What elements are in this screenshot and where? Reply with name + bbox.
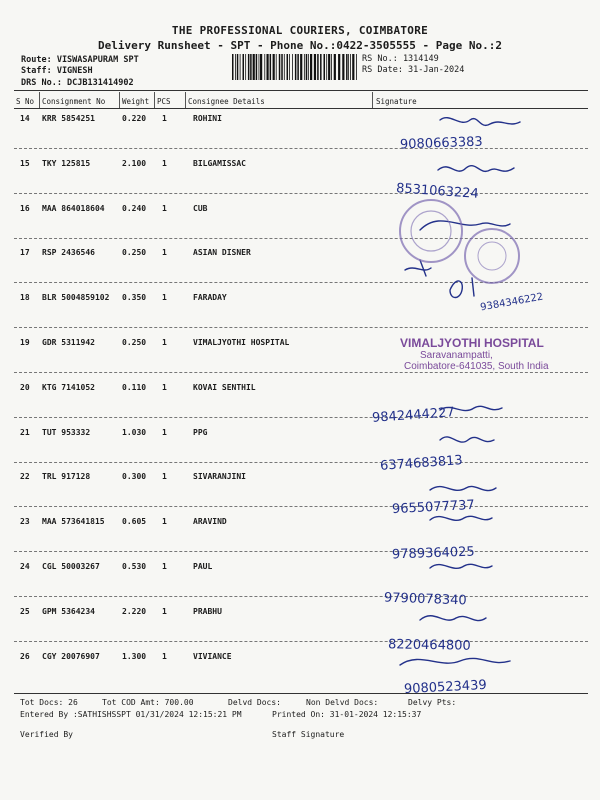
cell-consignment: MAA 864018604 xyxy=(42,203,105,213)
barcode-bar xyxy=(287,54,289,80)
cell-consignee: ARAVIND xyxy=(193,517,227,527)
cell-consignment: TKY 125815 xyxy=(42,158,91,168)
barcode-bar xyxy=(310,54,312,80)
signature-phone: 9384346222 xyxy=(479,291,545,314)
signature-phone: 9842444227 xyxy=(371,405,456,426)
cell-pcs: 1 xyxy=(162,114,167,123)
signature-phone: 6374683813 xyxy=(379,453,464,474)
title: THE PROFESSIONAL COURIERS, COIMBATORE xyxy=(171,24,429,37)
signature-phone: 9080663383 xyxy=(399,134,483,153)
cell-sno: 25 xyxy=(20,606,30,616)
non-delvd-docs: Non Delvd Docs: xyxy=(306,698,379,707)
barcode-bar xyxy=(342,54,344,80)
barcode-bar xyxy=(295,54,297,80)
cell-sno: 20 xyxy=(20,382,30,392)
cell-weight: 0.530 xyxy=(122,562,147,571)
col-divider xyxy=(119,92,120,108)
barcode-bar xyxy=(352,54,354,80)
cell-weight: 1.300 xyxy=(122,651,147,661)
barcode-bar xyxy=(350,54,351,80)
delvd-docs: Delvd Docs: xyxy=(228,698,281,707)
signature-row-23 xyxy=(391,496,476,518)
stamp-hospital-name: VIMALJYOTHI HOSPITAL xyxy=(400,336,544,350)
barcode-bar xyxy=(334,54,336,80)
cell-pcs: 1 xyxy=(162,158,167,168)
signature-phone: 9790078340 xyxy=(383,590,467,609)
delvy-pts: Delvy Pts: xyxy=(408,698,457,707)
cell-pcs: 1 xyxy=(162,293,167,303)
hospital-stamp xyxy=(400,336,549,372)
cell-pcs: 1 xyxy=(162,651,167,661)
cell-consignment: MAA 573641815 xyxy=(42,517,105,527)
cell-consignee: PAUL xyxy=(193,562,213,571)
col-pcs: PCS xyxy=(157,97,171,106)
signature-phone: 9655077737 xyxy=(391,497,476,518)
signature-phone: 8220464800 xyxy=(387,637,471,654)
barcode-bar xyxy=(276,54,277,80)
barcode-bar xyxy=(279,54,281,80)
cell-consignment: GPM 5364234 xyxy=(42,606,95,616)
verified-by: Verified By xyxy=(20,730,73,739)
barcode-bar xyxy=(256,54,258,80)
col-consignee: Consignee Details xyxy=(188,97,265,106)
cell-consignment: BLR 5004859102 xyxy=(42,293,110,303)
barcode-bar xyxy=(317,54,319,80)
cell-weight: 0.605 xyxy=(122,517,147,527)
barcode-bar xyxy=(243,54,245,80)
barcode-bar xyxy=(264,54,265,80)
cell-consignee: KOVAI SENTHIL xyxy=(193,382,256,392)
col-consignment: Consignment No xyxy=(42,97,106,106)
barcode-bar xyxy=(253,54,255,80)
cell-sno: 17 xyxy=(20,248,30,258)
cell-pcs: 1 xyxy=(162,248,167,258)
cell-consignee: SIVARANJINI xyxy=(193,472,246,482)
barcode-bar xyxy=(320,54,322,80)
tot-docs: Tot Docs: 26 xyxy=(20,698,78,707)
signature-row-24 xyxy=(392,542,475,561)
col-divider xyxy=(185,92,186,108)
cell-sno: 14 xyxy=(20,114,30,123)
cell-pcs: 1 xyxy=(162,606,167,616)
cell-weight: 0.250 xyxy=(122,248,147,258)
stamp-address-line: Coimbatore-641035, South India xyxy=(404,361,549,372)
cell-consignment: CGY 20076907 xyxy=(42,651,100,661)
barcode-bar xyxy=(237,54,239,80)
barcode-bar xyxy=(314,54,316,80)
cell-sno: 21 xyxy=(20,427,30,437)
cell-sno: 18 xyxy=(20,293,30,303)
cell-pcs: 1 xyxy=(162,517,167,527)
col-weight: Weight xyxy=(122,97,150,106)
cell-consignee: VIMALJYOTHI HOSPITAL xyxy=(193,338,290,347)
barcode-bar xyxy=(300,54,302,80)
cell-weight: 0.250 xyxy=(122,338,147,347)
barcode-bar xyxy=(292,54,293,80)
signature-phone: 8531063224 xyxy=(395,181,480,202)
signature-phone: 9080523439 xyxy=(403,677,488,698)
cell-consignment: KRR 5854251 xyxy=(42,114,95,123)
signature-row-21 xyxy=(371,404,456,426)
cell-consignee: VIVIANCE xyxy=(193,651,232,661)
cell-weight: 0.220 xyxy=(122,114,147,123)
cell-consignment: GDR 5311942 xyxy=(42,338,95,347)
signature-row-26 xyxy=(388,634,471,653)
cell-consignee: ROHINI xyxy=(193,114,222,123)
cell-weight: 0.350 xyxy=(122,293,147,303)
cell-consignee: ASIAN DISNER xyxy=(193,248,251,258)
barcode-bar xyxy=(304,54,305,80)
barcode-bar xyxy=(260,54,262,80)
drs-label: DRS No.: DCJB131414902 xyxy=(21,78,134,88)
barcode-bar xyxy=(338,54,340,80)
cell-weight: 0.300 xyxy=(122,472,147,482)
round-seal-icon xyxy=(462,226,522,286)
cell-sno: 16 xyxy=(20,203,30,213)
barcode-bar xyxy=(235,54,236,80)
stamp-address-line: Saravanampatti, xyxy=(420,350,493,361)
cell-consignment: KTG 7141052 xyxy=(42,382,95,392)
cell-consignee: FARADAY xyxy=(193,293,227,303)
barcode-bar xyxy=(306,54,308,80)
cell-sno: 15 xyxy=(20,158,30,168)
cell-pcs: 1 xyxy=(162,427,167,437)
barcode-bar xyxy=(348,54,349,80)
signature-row-22 xyxy=(379,452,464,474)
cell-weight: 0.240 xyxy=(122,203,147,213)
tot-cod-amt: Tot COD Amt: 700.00 xyxy=(102,698,194,707)
cell-weight: 2.100 xyxy=(122,158,147,168)
barcode-bar xyxy=(289,54,290,80)
barcode-bar xyxy=(346,54,348,80)
barcode-bar xyxy=(248,54,250,80)
barcode-bar xyxy=(324,54,326,80)
cell-sno: 23 xyxy=(20,517,30,527)
barcode-bar xyxy=(266,54,268,80)
barcode-bar xyxy=(245,54,246,80)
cell-consignment: TUT 953332 xyxy=(42,427,91,437)
cell-sno: 19 xyxy=(20,338,30,347)
barcode-bar xyxy=(232,54,234,80)
cell-sno: 22 xyxy=(20,472,30,482)
round-seal-icon xyxy=(396,196,466,266)
cell-consignee: CUB xyxy=(193,203,208,213)
col-divider xyxy=(372,92,373,108)
cell-consignee: PRABHU xyxy=(193,606,222,616)
route-label: Route: VISWASAPURAM SPT xyxy=(21,55,139,65)
cell-pcs: 1 xyxy=(162,382,167,392)
barcode-bar xyxy=(308,54,309,80)
cell-pcs: 1 xyxy=(162,203,167,213)
printed-on: Printed On: 31-01-2024 12:15:37 xyxy=(272,710,422,719)
staff-signature: Staff Signature xyxy=(272,730,345,739)
col-divider xyxy=(39,92,40,108)
rs-no-label: RS No.: 1314149 xyxy=(362,54,439,64)
cell-weight: 0.110 xyxy=(122,382,147,392)
entered-by: Entered By :SATHISHSSPT 01/31/2024 12:15:21 PM xyxy=(20,710,242,719)
col-divider xyxy=(154,92,155,108)
cell-consignment: RSP 2436546 xyxy=(42,248,95,258)
cell-consignee: PPG xyxy=(193,427,208,437)
rs-date-label: RS Date: 31-Jan-2024 xyxy=(362,65,465,75)
barcode-bar xyxy=(259,54,260,80)
header-top-rule xyxy=(14,90,588,91)
cell-weight: 2.220 xyxy=(122,606,147,616)
staff-label: Staff: VIGNESH xyxy=(21,66,93,76)
col-signature: Signature xyxy=(376,97,417,106)
cell-consignment: CGL 50003267 xyxy=(42,562,100,571)
header-bottom-rule xyxy=(14,108,588,109)
signature-row-25 xyxy=(384,588,467,607)
barcode-bar xyxy=(297,54,299,80)
footer-rule xyxy=(14,693,588,694)
barcode-bar xyxy=(240,54,241,80)
barcode-bar xyxy=(250,54,252,80)
cell-consignment: TRL 917128 xyxy=(42,472,91,482)
barcode-bar xyxy=(328,54,330,80)
signature-phone: 9789364025 xyxy=(391,544,475,563)
cell-pcs: 1 xyxy=(162,472,167,482)
cell-pcs: 1 xyxy=(162,562,167,571)
barcode-bar xyxy=(331,54,332,80)
barcode-bar xyxy=(356,54,357,80)
barcode-bar xyxy=(281,54,283,80)
barcode-bar xyxy=(270,54,272,80)
barcode-bar xyxy=(284,54,285,80)
cell-sno: 26 xyxy=(20,651,30,661)
cell-sno: 24 xyxy=(20,562,30,571)
cell-consignee: BILGAMISSAC xyxy=(193,158,246,168)
cell-pcs: 1 xyxy=(162,338,167,347)
barcode-bar xyxy=(326,54,327,80)
barcode-bar xyxy=(273,54,275,80)
subtitle: Delivery Runsheet - SPT - Phone No.:0422-3505555 - Page No.:2 xyxy=(98,39,502,52)
barcode xyxy=(232,54,358,80)
cell-weight: 1.030 xyxy=(122,427,147,437)
col-sno: S No xyxy=(16,97,35,106)
